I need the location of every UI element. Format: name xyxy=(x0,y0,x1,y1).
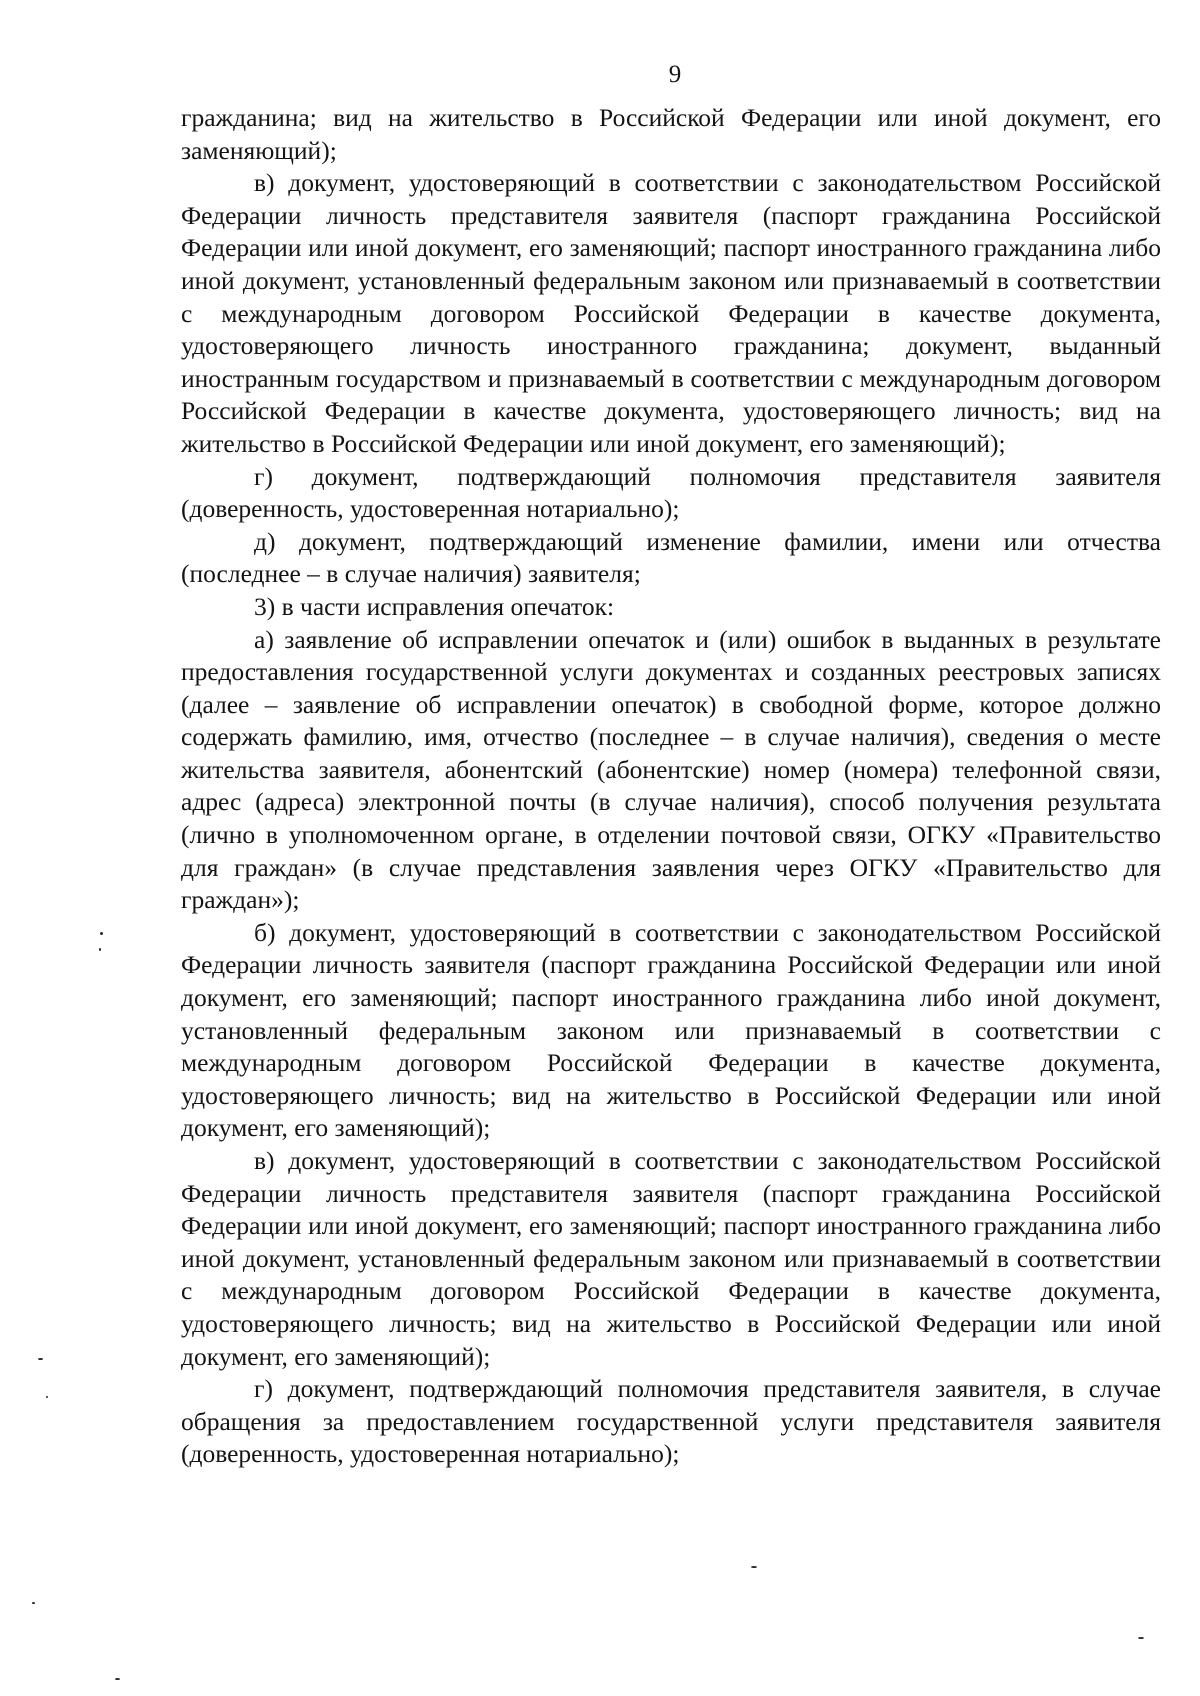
scan-speck xyxy=(38,1358,43,1360)
paragraph-item-d-name-change: д) документ, подтверждающий изменение фамилии, имени или отчества (последнее – в случае наличия) заявителя; xyxy=(181,526,1161,589)
paragraph-item-g-power-of-attorney: г) документ, подтверждающий полномочия представителя заявителя (доверенность, удостоверенная нотариально); xyxy=(181,461,1161,524)
paragraph-continuation: гражданина; вид на жительство в Российской Федерации или иной документ, его заменяющий); xyxy=(181,103,1161,165)
scan-speck xyxy=(99,948,101,951)
document-body xyxy=(181,102,1161,1471)
scan-speck xyxy=(32,1602,35,1604)
paragraph-item-b-applicant-id: б) документ, удостоверяющий в соответствии с законодательством Российской Федерации личность заявителя (паспорт гражданина Российской Федерации или иной документ, его заменяющий; паспорт иностранного гражданина либо иной документ, установленный федеральным законом или признаваемый в соответствии с международным договором Российской Федерации в качестве документа, удостоверяющего личность; вид на жительство в Российской Федерации или иной документ, его заменяющий); xyxy=(181,917,1161,1143)
scan-speck xyxy=(100,932,103,935)
paragraph-item-v-representative-id: в) документ, удостоверяющий в соответствии с законодательством Российской Федерации личность представителя заявителя (паспорт гражданина Российской Федерации или иной документ, его заменяющий; паспорт иностранного гражданина либо иной документ, установленный федеральным законом или признаваемый в соответствии с международным договором Российской Федерации в качестве документа, удостоверяющего личность иностранного гражданина; документ, выданный иностранным государством и признаваемый в соответствии с международным договором Российской Федерации в качестве документа, удостоверяющего личность; вид на жительство в Российской Федерации или иной документ, его заменяющий); xyxy=(181,168,1161,458)
scan-speck xyxy=(115,1678,120,1680)
paragraph-section-3-typo-correction: 3) в части исправления опечаток: xyxy=(254,591,615,621)
scan-speck xyxy=(751,1566,757,1568)
scan-speck xyxy=(1138,1637,1144,1639)
paragraph-item-v-representative-id-2: в) документ, удостоверяющий в соответствии с законодательством Российской Федерации личность представителя заявителя (паспорт гражданина Российской Федерации или иной документ, его заменяющий; паспорт иностранного гражданина либо иной документ, установленный федеральным законом или признаваемый в соответствии с международным договором Российской Федерации в качестве документа, удостоверяющего личность; вид на жительство в Российской Федерации или иной документ, его заменяющий); xyxy=(181,1146,1161,1371)
paragraph-item-g-power-of-attorney-2: г) документ, подтверждающий полномочия представителя заявителя, в случае обращения за предоставлением государственной услуги представителя заявителя (доверенность, удостоверенная нотариально); xyxy=(181,1374,1161,1469)
page-number: 9 xyxy=(668,61,682,88)
paragraph-item-a-correction-application: а) заявление об исправлении опечаток и (или) ошибок в выданных в результате предоставления государственной услуги документах и созданных реестровых записях (далее – заявление об исправлении опечаток) в свободной форме, которое должно содержать фамилию, имя, отчество (последнее – в случае наличия), сведения о месте жительства заявителя, абонентский (абонентские) номер (номера) телефонной связи, адрес (адреса) электронной почты (в случае наличия), способ получения результата (лично в уполномоченном органе, в отделении почтовой связи, ОГКУ «Правительство для граждан» (в случае представления заявления через ОГКУ «Правительство для граждан»); xyxy=(181,624,1161,915)
scan-speck xyxy=(46,1396,48,1398)
